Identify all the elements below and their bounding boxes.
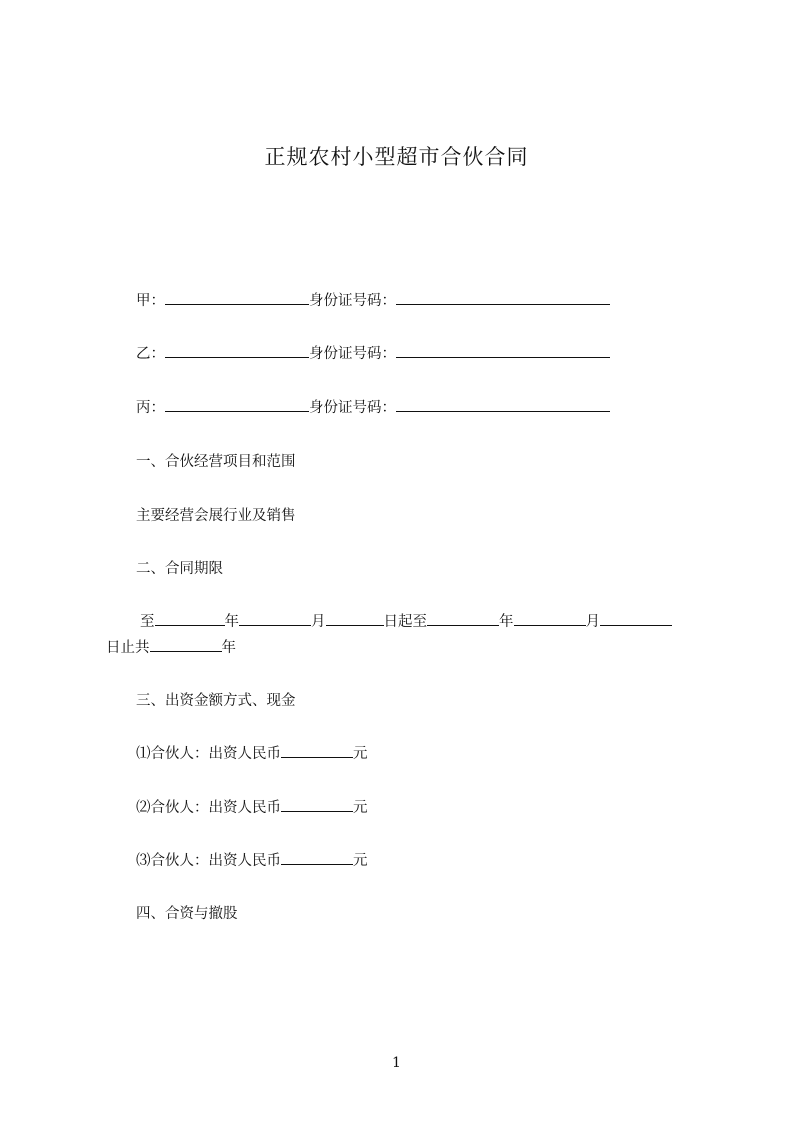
day-blank[interactable] — [326, 611, 384, 626]
contribution-label: ⑶合伙人：出资人民币 — [136, 853, 281, 869]
name-blank[interactable] — [165, 343, 309, 358]
party-label: 甲： — [136, 293, 165, 309]
contribution-item-2 — [136, 797, 368, 819]
year-blank[interactable] — [155, 611, 225, 626]
term-from: 至 — [140, 614, 155, 630]
amount-blank[interactable] — [281, 850, 353, 865]
contribution-item-3 — [136, 850, 368, 872]
id-blank[interactable] — [396, 290, 610, 305]
month2-blank[interactable] — [514, 611, 586, 626]
name-blank[interactable] — [165, 397, 309, 412]
day2-blank[interactable] — [600, 611, 672, 626]
party-label: 丙： — [136, 400, 165, 416]
section2-heading: 二、合同期限 — [136, 561, 223, 577]
amount-blank[interactable] — [281, 743, 353, 758]
id-blank[interactable] — [396, 397, 610, 412]
party-label: 乙： — [136, 346, 165, 362]
id-label: 身份证号码： — [309, 293, 396, 309]
contribution-label: ⑵合伙人：出资人民币 — [136, 800, 281, 816]
years-label: 年 — [221, 640, 236, 656]
section1-heading: 一、合伙经营项目和范围 — [136, 454, 296, 470]
year-label: 年 — [224, 614, 239, 630]
section3-heading: 三、出资金额方式、现金 — [136, 693, 296, 709]
day-to-label: 日止共 — [106, 640, 150, 656]
unit-label: 元 — [353, 853, 368, 869]
day-from-label: 日起至 — [383, 614, 427, 630]
party-bing-row — [136, 397, 610, 419]
section1-body: 主要经营会展行业及销售 — [136, 508, 296, 524]
unit-label: 元 — [353, 746, 368, 762]
page-number: 1 — [392, 1055, 401, 1071]
document-title: 正规农村小型超市合伙合同 — [264, 145, 529, 169]
month-label: 月 — [311, 614, 326, 630]
years-blank[interactable] — [150, 637, 222, 652]
amount-blank[interactable] — [281, 797, 353, 812]
term-line-2 — [106, 637, 236, 659]
year2-label: 年 — [499, 614, 514, 630]
id-blank[interactable] — [396, 343, 610, 358]
unit-label: 元 — [353, 800, 368, 816]
year2-blank[interactable] — [427, 611, 499, 626]
contribution-label: ⑴合伙人：出资人民币 — [136, 746, 281, 762]
term-line-1 — [140, 611, 672, 633]
month-blank[interactable] — [239, 611, 311, 626]
section4-heading: 四、合资与撤股 — [136, 906, 238, 922]
id-label: 身份证号码： — [309, 400, 396, 416]
name-blank[interactable] — [165, 290, 309, 305]
party-yi-row — [136, 343, 610, 365]
month2-label: 月 — [585, 614, 600, 630]
party-jia-row — [136, 290, 610, 312]
contribution-item-1 — [136, 743, 368, 765]
id-label: 身份证号码： — [309, 346, 396, 362]
